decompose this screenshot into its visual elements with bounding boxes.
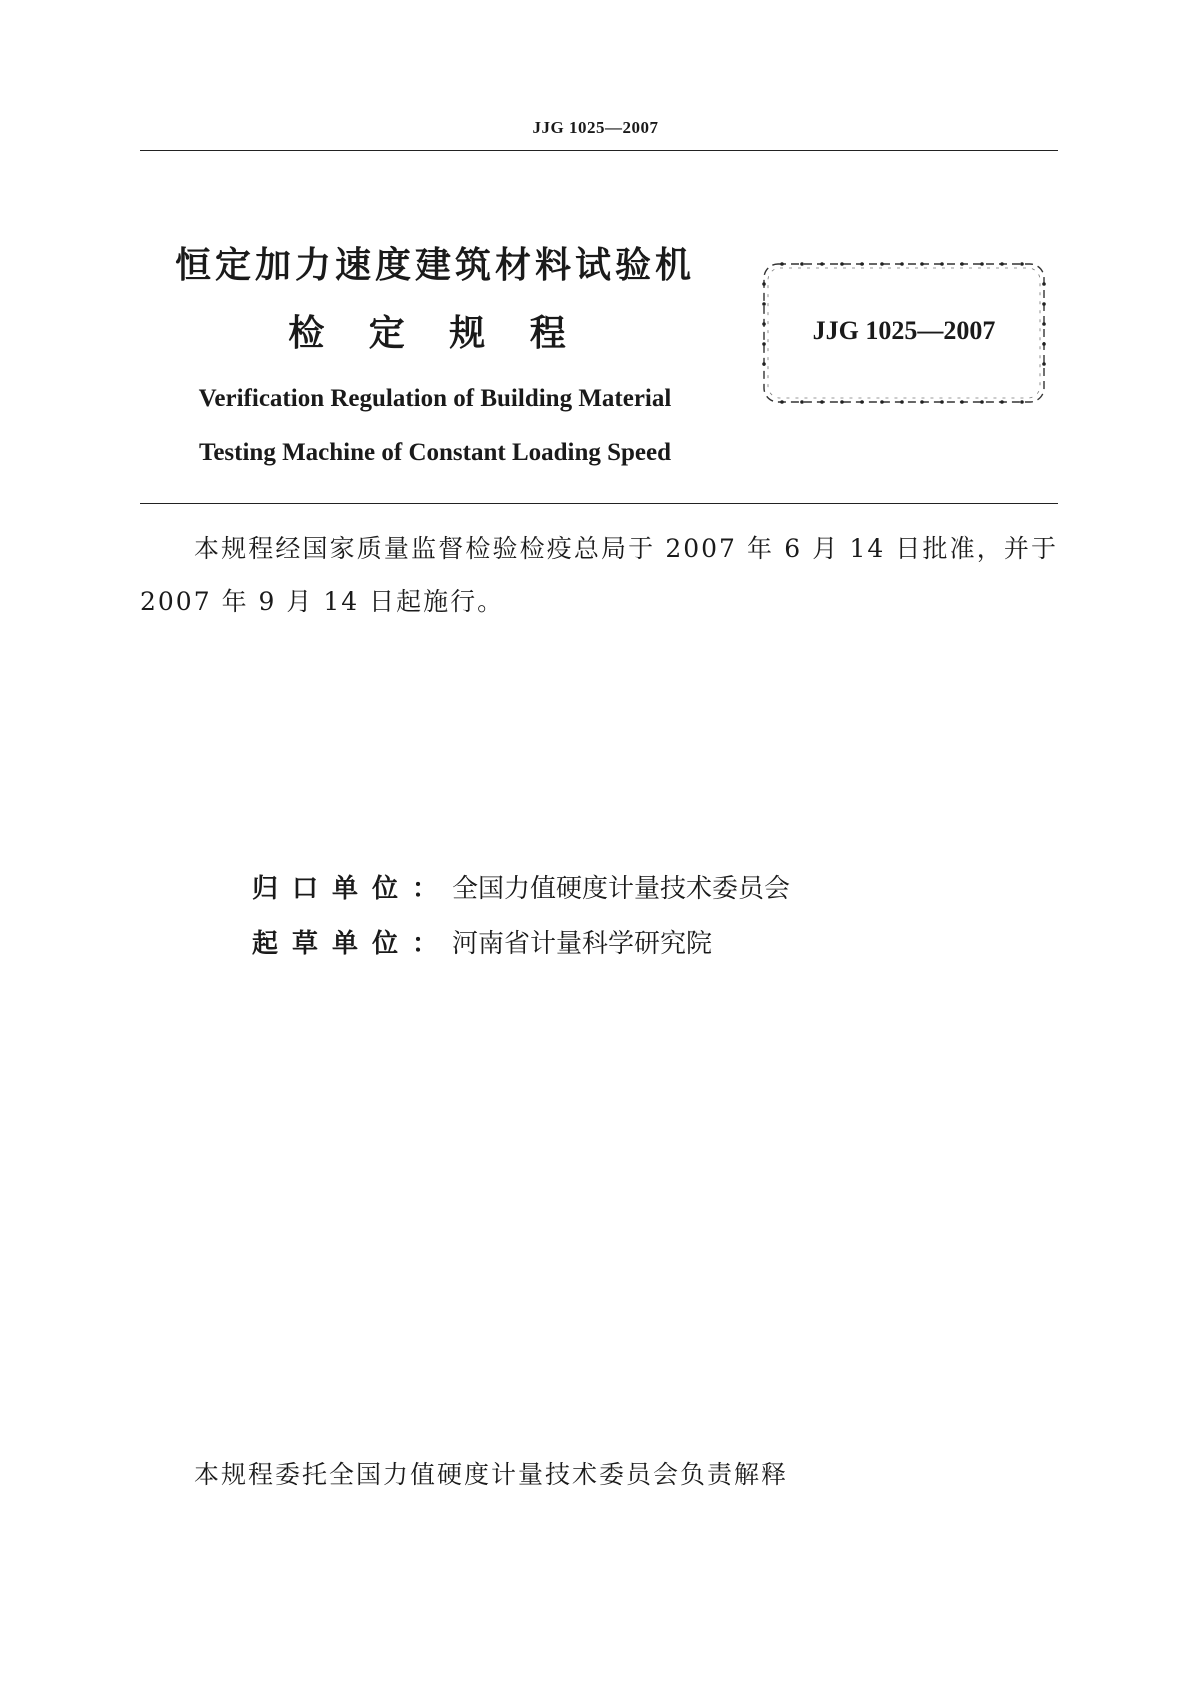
title-chinese-line-2: 检 定 规 程 [288,313,582,354]
title-english-line-2: Testing Machine of Constant Loading Speed [198,439,672,466]
organization-label: 归口单位： [252,874,453,904]
section-divider [140,503,1058,504]
organization-label: 起草单位： [252,929,453,959]
header-standard-code: JJG 1025—2007 [532,118,659,137]
organization-value: 全国力值硬度计量技术委员会 [452,874,791,904]
title-chinese-line-1: 恒定加力速度建筑材料试验机 [174,245,695,286]
approval-paragraph [140,522,1058,628]
title-english-line-1: Verification Regulation of Building Material [198,385,672,412]
organization-row-drafting [252,923,712,960]
header-divider [140,150,1058,151]
interpretation-note: 本规程委托全国力值硬度计量技术委员会负责解释 [194,1460,789,1489]
approval-text: 本规程经国家质量监督检验检疫总局于 2007 年 6 月 14 日批准，并于 2007 年 9 月 14 日起施行。 [140,534,1058,616]
frame-standard-code: JJG 1025—2007 [812,316,996,345]
organization-value: 河南省计量科学研究院 [452,929,713,959]
standard-code-frame [758,258,1050,408]
organization-row-responsible [252,868,790,905]
